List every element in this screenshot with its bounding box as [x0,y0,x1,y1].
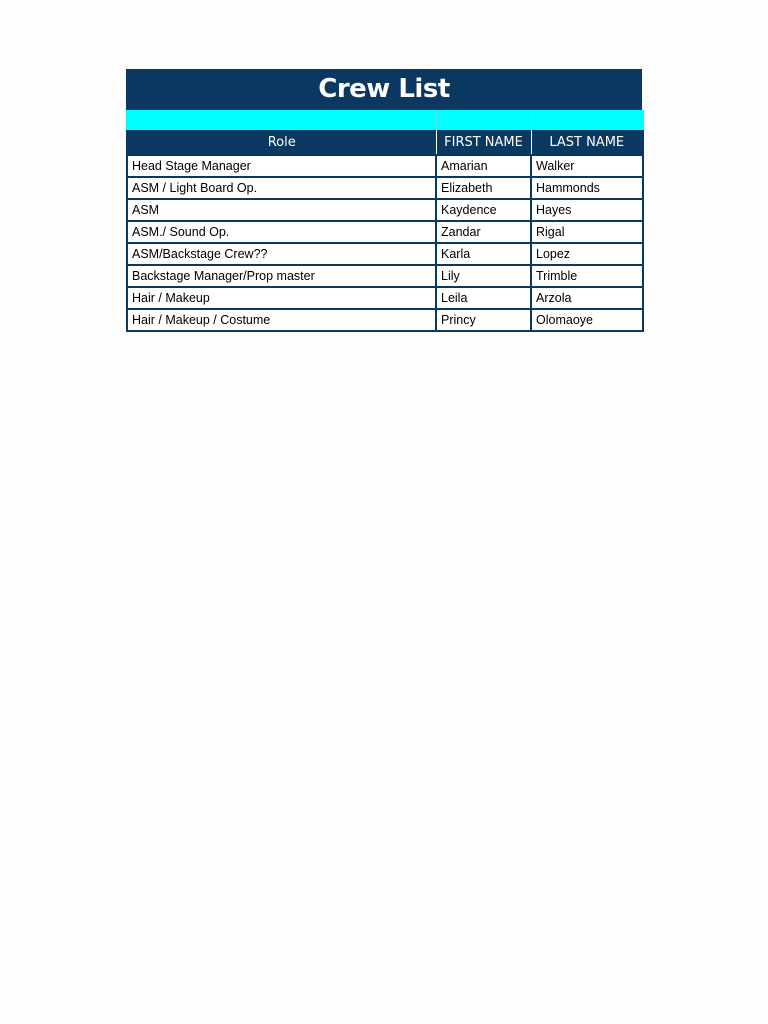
table-row [127,177,643,199]
last-name-cell: Hayes [531,199,643,221]
table-row [127,221,643,243]
table-row [127,287,643,309]
first-name-cell: Princy [436,309,531,331]
table-row [127,199,643,221]
column-header-last-name: LAST NAME [531,130,643,155]
accent-cell [436,110,531,130]
crew-list-sheet [126,69,642,332]
first-name-cell: Kaydence [436,199,531,221]
role-cell: Hair / Makeup [127,287,436,309]
first-name-cell: Lily [436,265,531,287]
role-cell: Head Stage Manager [127,155,436,177]
accent-band [127,110,643,130]
role-cell: Backstage Manager/Prop master [127,265,436,287]
column-header-first-name: FIRST NAME [436,130,531,155]
role-cell: ASM / Light Board Op. [127,177,436,199]
column-header-row [127,130,643,155]
last-name-cell: Olomaoye [531,309,643,331]
table-row [127,243,643,265]
first-name-cell: Amarian [436,155,531,177]
role-cell: ASM/Backstage Crew?? [127,243,436,265]
role-cell: ASM [127,199,436,221]
last-name-cell: Arzola [531,287,643,309]
last-name-cell: Lopez [531,243,643,265]
first-name-cell: Leila [436,287,531,309]
role-cell: Hair / Makeup / Costume [127,309,436,331]
last-name-cell: Trimble [531,265,643,287]
sheet-title: Crew List [126,69,642,110]
accent-cell [127,110,436,130]
table-row [127,265,643,287]
last-name-cell: Walker [531,155,643,177]
first-name-cell: Zandar [436,221,531,243]
table-row [127,155,643,177]
crew-table [126,110,644,332]
table-row [127,309,643,331]
first-name-cell: Elizabeth [436,177,531,199]
last-name-cell: Hammonds [531,177,643,199]
role-cell: ASM./ Sound Op. [127,221,436,243]
last-name-cell: Rigal [531,221,643,243]
first-name-cell: Karla [436,243,531,265]
column-header-role: Role [127,130,436,155]
accent-cell [531,110,643,130]
